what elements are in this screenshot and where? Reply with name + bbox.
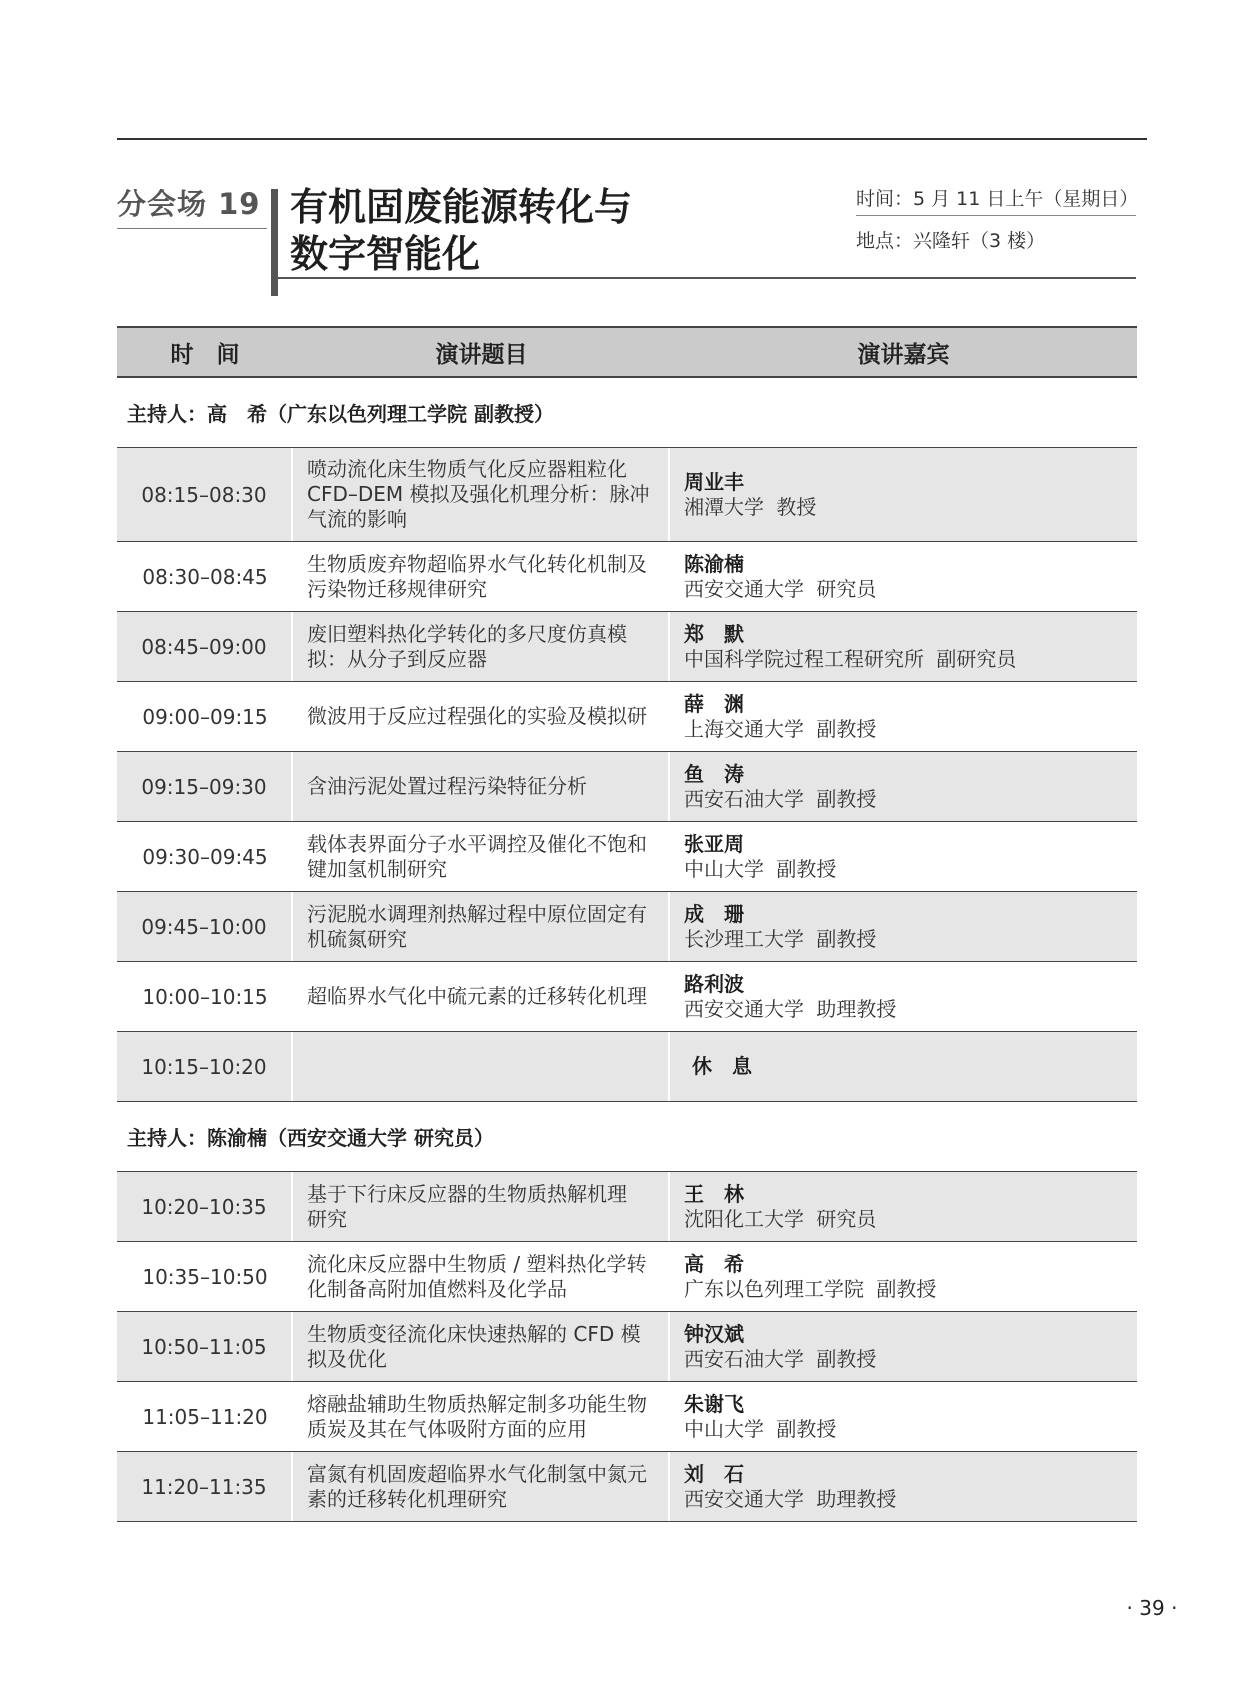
time-slot: 08:15–08:30	[141, 482, 267, 507]
topic-line: 素的迁移转化机理研究	[307, 1486, 507, 1511]
time-slot: 10:00–10:15	[142, 984, 268, 1009]
header-topic: 演讲题目	[435, 341, 528, 368]
time-cell	[117, 892, 293, 961]
time-slot: 11:05–11:20	[142, 1404, 268, 1429]
title-accent-bar	[271, 189, 278, 296]
time-slot: 10:15–10:20	[141, 1054, 267, 1079]
table-row	[117, 1382, 1137, 1452]
session-label-underline	[117, 228, 267, 229]
table-row	[117, 612, 1137, 682]
topic-cell	[293, 612, 670, 681]
table-row	[117, 448, 1137, 542]
topic-cell	[293, 1452, 670, 1521]
time-cell	[117, 962, 293, 1031]
speaker-cell	[670, 1382, 1137, 1451]
schedule-table	[117, 326, 1137, 1522]
topic-cell	[293, 682, 670, 751]
session-location: 地点：兴隆轩（3 楼）	[856, 230, 1046, 252]
time-cell	[117, 682, 293, 751]
speaker-affiliation: 西安交通大学 助理教授	[684, 996, 897, 1021]
speaker-cell	[670, 1452, 1137, 1521]
topic-line: 化制备高附加值燃料及化学品	[307, 1276, 567, 1301]
topic-cell	[293, 542, 670, 611]
speaker-affiliation: 西安石油大学 副教授	[684, 1346, 877, 1371]
speaker-name: 路利波	[684, 971, 744, 996]
speaker-cell	[670, 448, 1137, 541]
table-row	[117, 752, 1137, 822]
speaker-cell	[670, 612, 1137, 681]
topic-line: 基于下行床反应器的生物质热解机理	[307, 1181, 627, 1206]
speaker-name: 钟汉斌	[684, 1321, 744, 1346]
speaker-cell	[670, 1172, 1137, 1241]
time-cell	[117, 542, 293, 611]
topic-cell	[293, 892, 670, 961]
topic-line: 质炭及其在气体吸附方面的应用	[307, 1416, 587, 1441]
break-row	[117, 1032, 1137, 1102]
time-cell	[117, 822, 293, 891]
topic-cell	[293, 1172, 670, 1241]
topic-line: CFD–DEM 模拟及强化机理分析：脉冲	[307, 482, 650, 506]
topic-line: 生物质变径流化床快速热解的 CFD 模	[307, 1321, 641, 1346]
speaker-name: 王 林	[684, 1181, 744, 1206]
session-title	[290, 184, 632, 278]
table-body	[117, 378, 1137, 1522]
session-title-line-2: 数字智能化	[290, 232, 481, 276]
topic-line: 含油污泥处置过程污染特征分析	[307, 774, 587, 798]
speaker-affiliation: 中山大学 副教授	[684, 1416, 837, 1441]
speaker-cell	[670, 682, 1137, 751]
time-cell	[117, 612, 293, 681]
topic-cell	[293, 822, 670, 891]
topic-line: 富氮有机固废超临界水气化制氢中氮元	[307, 1461, 647, 1486]
time-cell	[117, 752, 293, 821]
topic-line: 流化床反应器中生物质 / 塑料热化学转	[307, 1251, 647, 1276]
topic-cell	[293, 1312, 670, 1381]
speaker-affiliation: 西安交通大学 助理教授	[684, 1486, 897, 1511]
time-slot: 10:35–10:50	[142, 1264, 268, 1289]
topic-line: 载体表界面分子水平调控及催化不饱和	[307, 831, 647, 856]
table-row	[117, 962, 1137, 1032]
speaker-cell	[670, 892, 1137, 961]
speaker-cell	[670, 542, 1137, 611]
time-slot: 08:30–08:45	[142, 564, 268, 589]
speaker-affiliation: 中山大学 副教授	[684, 856, 837, 881]
session-label: 分会场 19	[117, 187, 261, 221]
topic-cell	[293, 1382, 670, 1451]
time-slot: 10:50–11:05	[141, 1334, 267, 1359]
topic-line: 生物质废弃物超临界水气化转化机制及	[307, 551, 647, 576]
host-row	[117, 1102, 1137, 1172]
topic-line: 气流的影响	[307, 507, 407, 531]
speaker-cell	[670, 962, 1137, 1031]
table-row	[117, 1172, 1137, 1242]
speaker-name: 陈渝楠	[684, 551, 744, 576]
speaker-name: 朱谢飞	[684, 1391, 744, 1416]
speaker-cell	[670, 1242, 1137, 1311]
time-slot: 09:30–09:45	[142, 844, 268, 869]
time-cell	[117, 1172, 293, 1241]
topic-line: 键加氢机制研究	[307, 856, 447, 881]
speaker-name: 鱼 涛	[684, 761, 744, 786]
topic-line: 污染物迁移规律研究	[307, 576, 487, 601]
table-row	[117, 892, 1137, 962]
header-time: 时 间	[170, 341, 240, 368]
time-cell	[117, 1382, 293, 1451]
speaker-affiliation: 湘潭大学 教授	[684, 494, 817, 519]
time-slot: 09:00–09:15	[142, 704, 268, 729]
topic-line: 拟及优化	[307, 1346, 387, 1371]
time-slot: 09:45–10:00	[141, 914, 267, 939]
speaker-name: 郑 默	[684, 621, 744, 646]
speaker-affiliation: 广东以色列理工学院 副教授	[684, 1276, 937, 1301]
host-label: 主持人：高 希（广东以色列理工学院 副教授）	[127, 402, 554, 426]
time-slot: 08:45–09:00	[141, 634, 267, 659]
time-cell	[117, 448, 293, 541]
topic-cell	[293, 1032, 670, 1101]
speaker-cell	[670, 752, 1137, 821]
topic-cell	[293, 752, 670, 821]
speaker-affiliation: 沈阳化工大学 研究员	[684, 1206, 877, 1231]
speaker-name: 高 希	[684, 1251, 744, 1276]
speaker-affiliation: 长沙理工大学 副教授	[684, 926, 877, 951]
topic-line: 超临界水气化中硫元素的迁移转化机理	[307, 984, 647, 1008]
time-slot: 10:20–10:35	[141, 1194, 267, 1219]
topic-line: 微波用于反应过程强化的实验及模拟研	[307, 704, 647, 728]
table-row	[117, 682, 1137, 752]
speaker-affiliation: 中国科学院过程工程研究所 副研究员	[684, 646, 1017, 671]
title-underline	[278, 277, 1136, 279]
topic-cell	[293, 962, 670, 1031]
topic-cell	[293, 448, 670, 541]
topic-line: 熔融盐辅助生物质热解定制多功能生物	[307, 1391, 647, 1416]
speaker-affiliation: 西安石油大学 副教授	[684, 786, 877, 811]
speaker-name: 张亚周	[684, 831, 744, 856]
page-number: · 39 ·	[1126, 1596, 1178, 1620]
break-label: 休 息	[692, 1054, 752, 1078]
table-row	[117, 542, 1137, 612]
speaker-name: 周业丰	[684, 469, 744, 494]
table-row	[117, 1312, 1137, 1382]
time-cell	[117, 1312, 293, 1381]
speaker-cell	[670, 822, 1137, 891]
table-row	[117, 1452, 1137, 1522]
speaker-name: 刘 石	[684, 1461, 744, 1486]
host-label: 主持人：陈渝楠（西安交通大学 研究员）	[127, 1126, 494, 1150]
topic-cell	[293, 1242, 670, 1311]
topic-line: 机硫氮研究	[307, 926, 407, 951]
time-cell	[117, 1452, 293, 1521]
topic-line: 研究	[307, 1206, 347, 1231]
speaker-affiliation: 西安交通大学 研究员	[684, 576, 877, 601]
session-time: 时间：5 月 11 日上午（星期日）	[856, 188, 1139, 210]
info-divider	[856, 215, 1136, 216]
speaker-cell	[670, 1312, 1137, 1381]
table-row	[117, 822, 1137, 892]
speaker-name: 成 珊	[684, 901, 744, 926]
topic-line: 废旧塑料热化学转化的多尺度仿真模	[307, 621, 627, 646]
session-title-line-1: 有机固废能源转化与	[290, 185, 633, 229]
topic-line: 拟：从分子到反应器	[307, 646, 487, 671]
time-cell	[117, 1242, 293, 1311]
time-slot: 09:15–09:30	[141, 774, 267, 799]
speaker-name: 薛 渊	[684, 691, 744, 716]
top-rule	[117, 138, 1147, 140]
host-row	[117, 378, 1137, 448]
table-header	[117, 326, 1137, 378]
speaker-affiliation: 上海交通大学 副教授	[684, 716, 877, 741]
table-row	[117, 1242, 1137, 1312]
header-speaker: 演讲嘉宾	[857, 341, 950, 368]
speaker-cell	[670, 1032, 1137, 1101]
time-slot: 11:20–11:35	[141, 1474, 267, 1499]
topic-line: 污泥脱水调理剂热解过程中原位固定有	[307, 901, 647, 926]
topic-line: 喷动流化床生物质气化反应器粗粒化	[307, 457, 627, 481]
time-cell	[117, 1032, 293, 1101]
